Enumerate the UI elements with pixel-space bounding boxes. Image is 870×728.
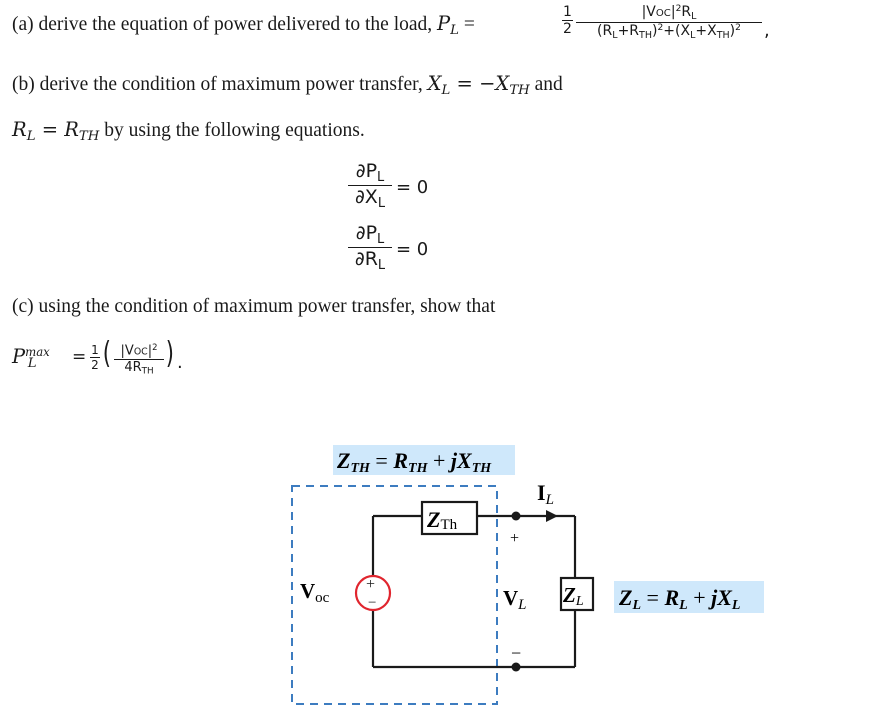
partial-2-equals-zero: = 0 (396, 239, 429, 260)
part-c-left-paren: ( (102, 336, 111, 371)
partial-dpl-drl: $\frac{\partial P_L}{\partial R_L}$ (348, 222, 392, 273)
part-c-pmax: $P^{max}_L$ (12, 345, 50, 371)
part-c-equals: = (72, 347, 87, 367)
terminal-top (512, 512, 521, 521)
part-a-half-fraction: $\frac{1}{2}$ (563, 4, 572, 37)
zth-box-label: ZTh (427, 507, 458, 533)
terminal-bottom (512, 663, 521, 672)
part-b-line1: (b) derive the condition of maximum power transfer, $X_L = -X_{TH}$ and (12, 72, 563, 98)
vl-minus: − (511, 643, 522, 663)
vl-label: VL (503, 586, 527, 613)
voc-label: Voc (300, 579, 330, 606)
partial-dpl-dxl: $\frac{\partial P_L}{\partial X_L}$ (348, 160, 392, 211)
partial-1-equals-zero: = 0 (396, 177, 429, 198)
il-label: IL (537, 480, 554, 508)
part-c-period: . (177, 352, 183, 373)
part-a-numerator: $|VOC|^2R_L$ (641, 4, 697, 22)
part-a-pl: $P_L$ (437, 12, 459, 38)
il-arrow-head (546, 510, 558, 522)
part-b-line2: $R_L = R_{TH}$ by using the following equations. (12, 118, 365, 144)
part-c-main-fraction: $|VOC|^2$ $4R_{TH}$ (114, 342, 164, 376)
zth-equation: ZTH = RTH + jXTH (337, 448, 492, 476)
part-a-equals: = (463, 14, 475, 35)
part-c-line: (c) using the condition of maximum power transfer, show that (12, 296, 496, 317)
part-a-denominator: $(R_L+R_{TH})^2+(X_L+X_{TH})^2$ (576, 22, 762, 41)
source-minus: − (368, 595, 377, 611)
part-a-comma: , (764, 20, 770, 41)
zl-equation: ZL = RL + jXL (619, 585, 741, 613)
part-c-half-fraction: $\frac{1}{2}$ (91, 343, 99, 372)
source-plus: + (366, 576, 376, 593)
zl-box-label: ZL (563, 583, 584, 609)
vl-plus: + (510, 530, 520, 547)
part-c-right-paren: ) (165, 336, 174, 371)
part-a-text: (a) derive the equation of power delivered to the load, (12, 14, 438, 35)
